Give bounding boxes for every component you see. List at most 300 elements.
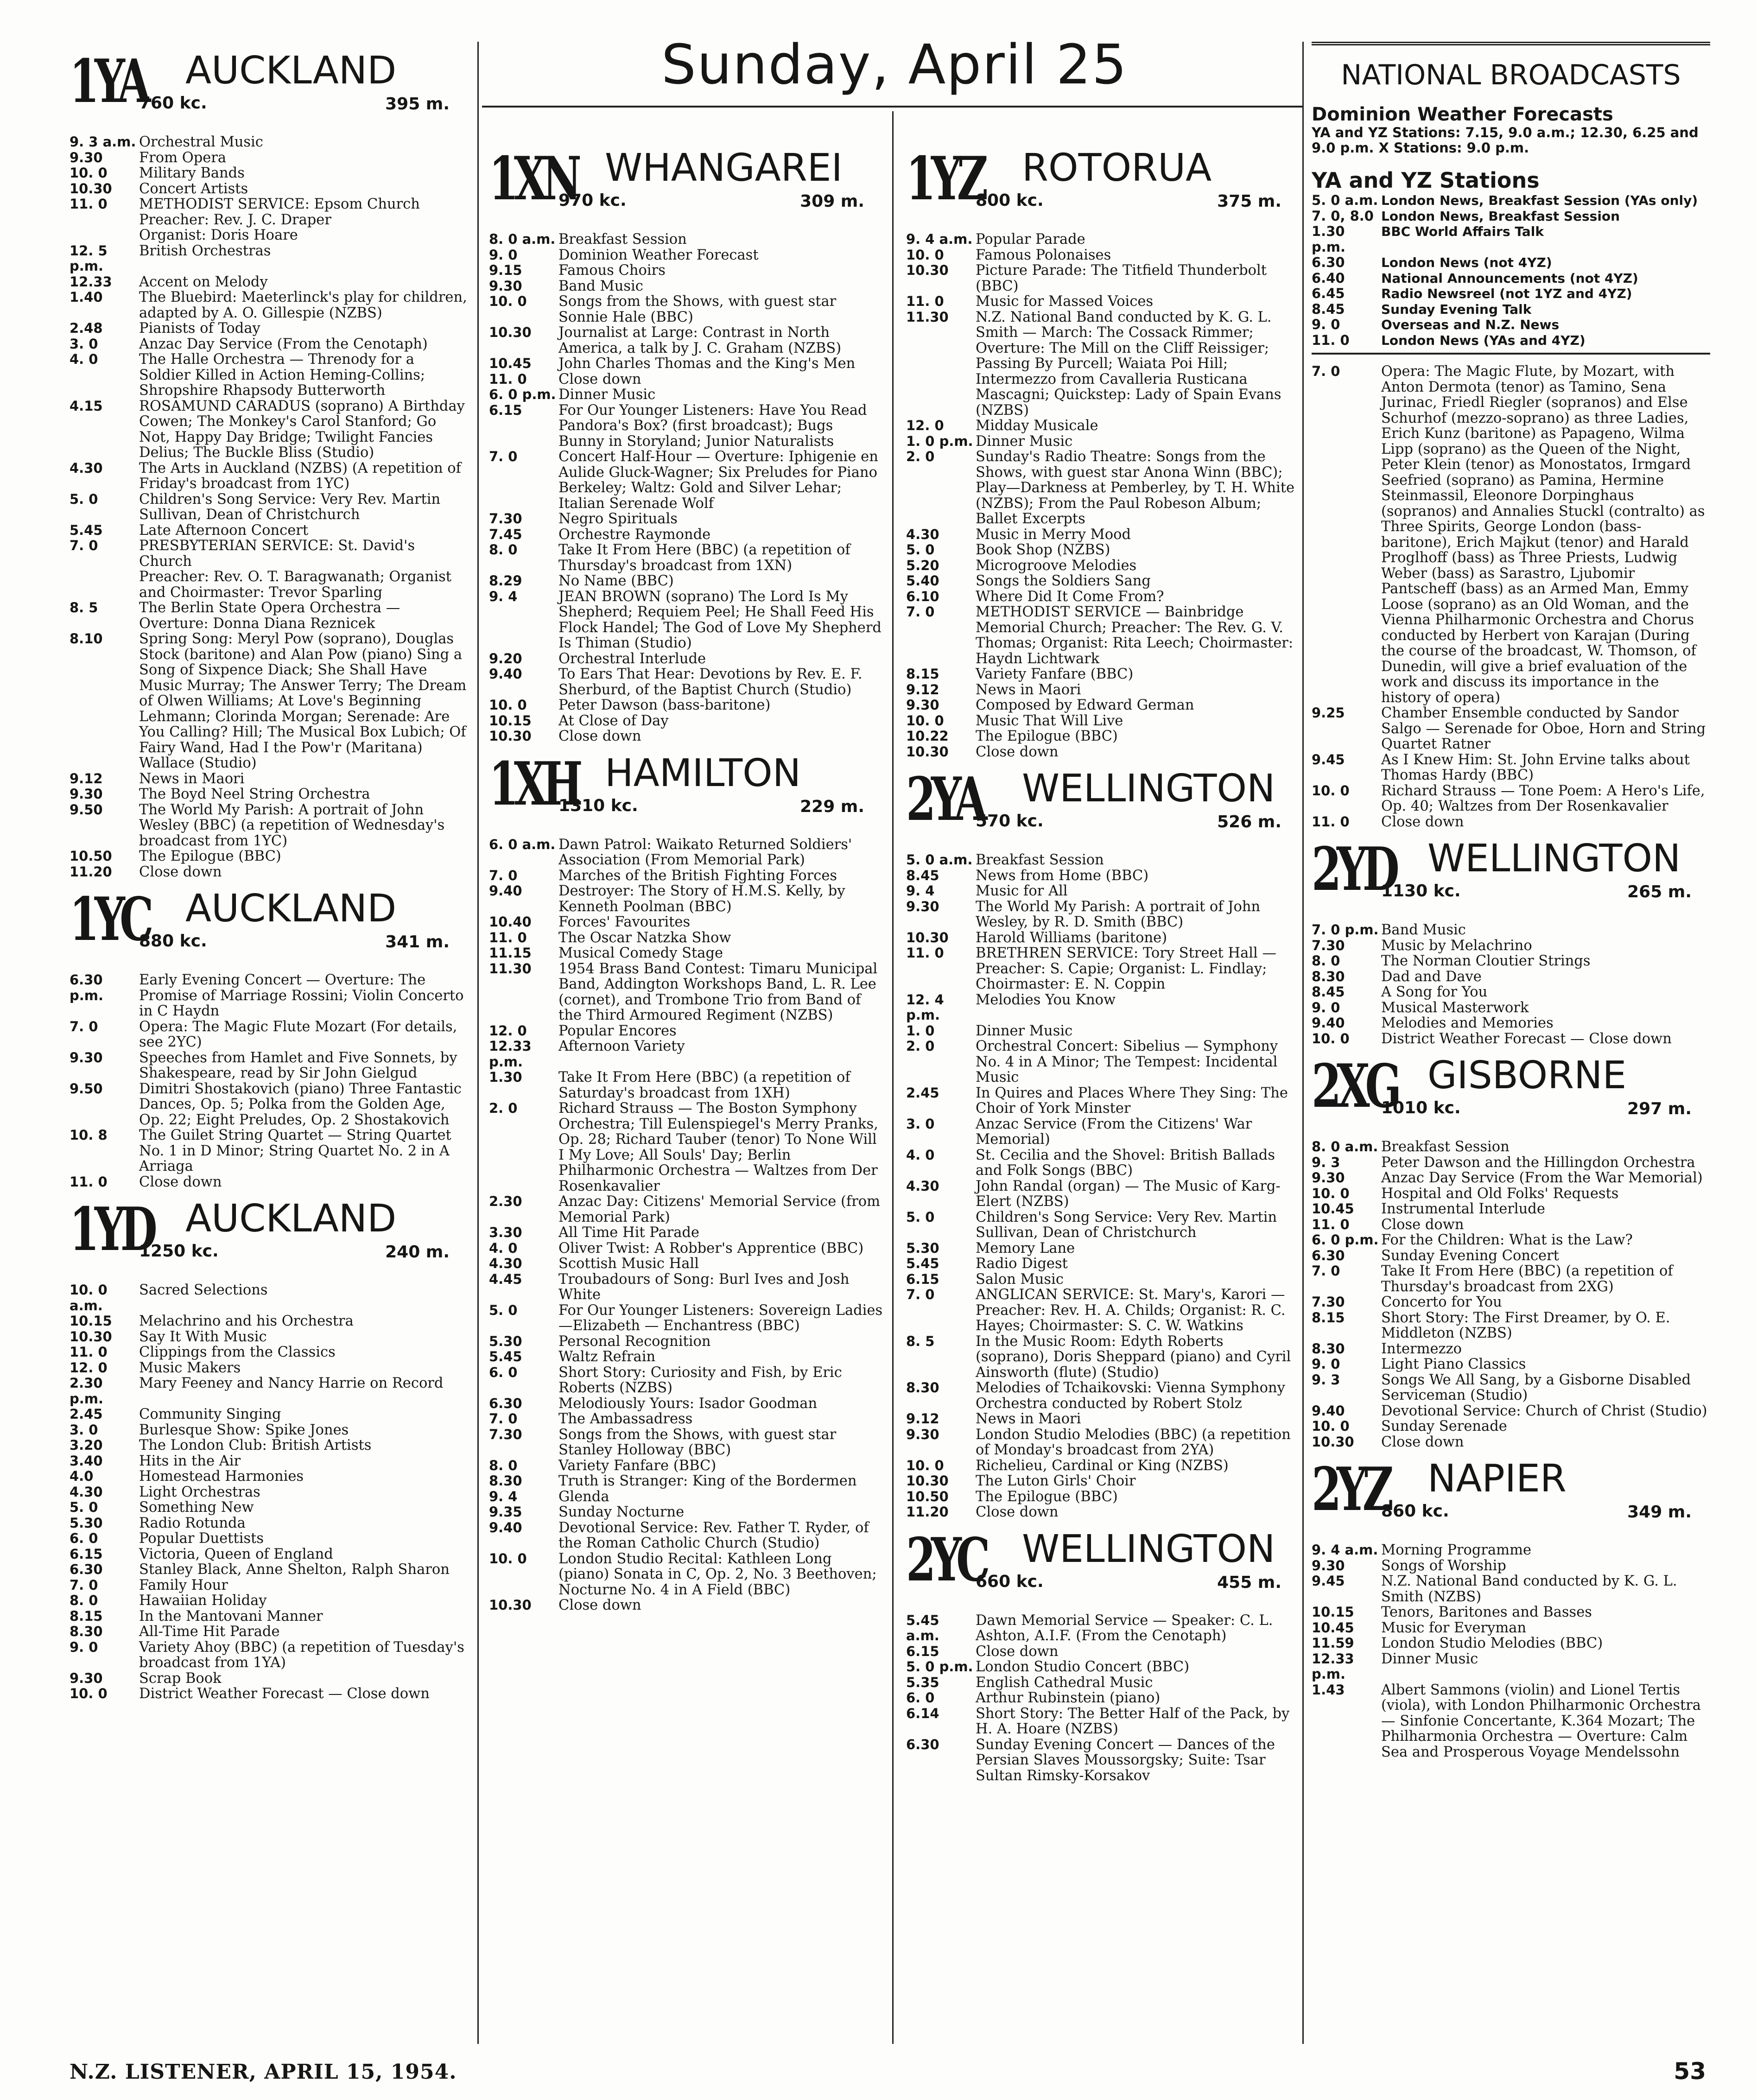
station-block xyxy=(906,1525,1300,1784)
programme-item xyxy=(1312,953,1710,969)
programme-item xyxy=(906,945,1300,992)
programme-time: 4. 0 xyxy=(70,351,98,367)
programme-item xyxy=(906,247,1300,263)
programme-description: Opera: The Magic Flute Mozart (For details, see 2YC) xyxy=(139,1018,457,1050)
programme-item xyxy=(489,868,883,884)
programme-description: British Orchestras xyxy=(139,242,271,259)
programme-time: 9.40 xyxy=(1312,1015,1345,1031)
programme-description: Sunday Nocturne xyxy=(558,1504,685,1520)
programme-time: 9.30 xyxy=(906,898,939,914)
programme-time: 10.15 xyxy=(70,1313,112,1329)
programme-description: The Epilogue (BBC) xyxy=(976,1488,1118,1505)
programme-time: 9. 0 xyxy=(1312,1356,1340,1372)
programme-time: 8.30 xyxy=(906,1380,939,1396)
programme-time: 8.15 xyxy=(1312,1309,1345,1326)
programme-item xyxy=(70,1485,468,1500)
weather-title: Dominion Weather Forecasts xyxy=(1312,104,1613,125)
programme-description: 1954 Brass Band Contest: Timaru Municipal Band, Addington Workshops Band, L. R. Lee (cornet), and Trombone Trio from Band of the Third Armoured Regiment (NZBS) xyxy=(558,960,878,1023)
programme-time: 12.33 xyxy=(70,273,112,290)
programme-item xyxy=(70,492,468,523)
programme-description: Where Did It Come From? xyxy=(976,588,1164,605)
programme-item xyxy=(1312,1248,1710,1264)
programme-item xyxy=(906,899,1300,930)
weather-text: YA and YZ Stations: 7.15, 9.0 a.m.; 12.30, 6.25 and 9.0 p.m. X Stations: 9.0 p.m. xyxy=(1312,125,1699,156)
programme-item xyxy=(70,1609,468,1624)
programme-time: 9.30 xyxy=(1312,1170,1345,1186)
programme-time: 9.15 xyxy=(489,262,522,278)
programme-description: Variety Ahoy (BBC) (a repetition of Tuesday's broadcast from 1YA) xyxy=(139,1639,464,1671)
programme-time: 1.40 xyxy=(70,289,103,305)
programme-description: Famous Polonaises xyxy=(976,247,1111,263)
programme-item xyxy=(1312,193,1710,209)
programme-item xyxy=(489,449,883,511)
programme-description: Arthur Rubinstein (piano) xyxy=(976,1690,1161,1706)
programme-item xyxy=(489,1256,883,1272)
station-call-sign: 2YA xyxy=(906,765,983,834)
programme-description: Sunday Serenade xyxy=(1381,1418,1507,1434)
programme-item xyxy=(1312,1434,1710,1450)
programme-description: Sacred Selections xyxy=(139,1282,268,1298)
programme-item xyxy=(1312,1000,1710,1016)
station-wavelength: 349 m. xyxy=(1627,1503,1692,1522)
programme-time: 10. 0 xyxy=(70,1686,108,1701)
programme-item xyxy=(70,1019,468,1050)
programme-time: 6.15 xyxy=(489,402,522,418)
programme-description: Close down xyxy=(1381,1434,1464,1450)
programme-time: 9.40 xyxy=(1312,1402,1345,1419)
programme-time: 5.45 xyxy=(70,522,103,538)
programme-time: 5.30 xyxy=(489,1333,522,1349)
programme-description: BBC World Affairs Talk xyxy=(1381,224,1544,239)
programme-description: Songs the Soldiers Sang xyxy=(976,573,1151,589)
programme-description: The World My Parish: A portrait of John Wesley, by R. D. Smith (BBC) xyxy=(976,898,1261,930)
programme-item xyxy=(906,1256,1300,1272)
programme-time: 11. 0 xyxy=(489,929,527,945)
programme-item xyxy=(489,1551,883,1598)
programme-item xyxy=(70,1593,468,1609)
programme-item xyxy=(489,247,883,263)
programme-time: 4.30 xyxy=(70,460,103,476)
programme-time: 5. 0 xyxy=(906,542,935,558)
programme-description: The Halle Orchestra — Threnody for a Soldier Killed in Action Heming-Collins; Shropshire Rhapsody Butterworth xyxy=(139,351,425,399)
station-city: AUCKLAND xyxy=(185,49,397,93)
programme-time: 9. 4 xyxy=(906,883,935,899)
programme-time: 7. 0 xyxy=(489,1411,518,1427)
programme-time: 5.45 a.m. xyxy=(906,1612,939,1643)
programme-description: Radio Newsreel (not 1YZ and 4YZ) xyxy=(1381,286,1632,301)
programme-time: 11.20 xyxy=(906,1504,949,1520)
programme-description: Children's Song Service: Very Rev. Martin Sullivan, Dean of Christchurch xyxy=(139,491,441,523)
programme-description: News from Home (BBC) xyxy=(976,867,1149,884)
programme-description: Band Music xyxy=(558,278,643,294)
programme-time: 6.30 xyxy=(906,1736,939,1752)
programme-time: 10.15 xyxy=(489,712,532,729)
programme-time: 9. 3 a.m. xyxy=(70,134,136,150)
programme-description: Afternoon Variety xyxy=(558,1038,685,1054)
programme-item xyxy=(906,666,1300,682)
programme-item xyxy=(489,1272,883,1303)
programme-item xyxy=(906,1737,1300,1784)
programme-item xyxy=(906,1039,1300,1085)
programme-item xyxy=(906,542,1300,558)
programme-time: 4.45 xyxy=(489,1271,522,1287)
programme-description: The Berlin State Opera Orchestra — Overture: Donna Diana Reznicek xyxy=(139,600,400,632)
programme-time: 9. 4 a.m. xyxy=(1312,1542,1378,1558)
programme-time: 9. 0 xyxy=(1312,999,1340,1015)
programme-time: 9.50 xyxy=(70,1080,103,1097)
programme-time: 8.45 xyxy=(1312,301,1345,317)
programme-description: Microgroove Melodies xyxy=(976,557,1137,574)
programme-time: 3. 0 xyxy=(70,336,98,352)
programme-time: 7.30 xyxy=(489,511,522,527)
station-header xyxy=(906,144,1300,223)
station-header xyxy=(906,1525,1300,1605)
programme-description: Band Music xyxy=(1381,922,1466,938)
programme-item xyxy=(489,232,883,247)
programme-time: 8.30 xyxy=(1312,968,1345,984)
programme-description: In the Music Room: Edyth Roberts (soprano), Doris Sheppard (piano) and Cyril Ainsworth (flute) (Studio) xyxy=(976,1333,1291,1381)
station-call-sign: 2YZ xyxy=(1312,1455,1389,1524)
programme-item xyxy=(70,1407,468,1422)
programme-item xyxy=(70,1174,468,1190)
programme-item xyxy=(70,1313,468,1329)
programme-description: Breakfast Session xyxy=(976,852,1104,868)
programme-item xyxy=(489,1458,883,1474)
programme-item xyxy=(1312,1015,1710,1031)
programme-description: Picture Parade: The Titfield Thunderbolt (BBC) xyxy=(976,262,1267,294)
programme-description: Something New xyxy=(139,1499,254,1516)
programme-description: Personal Recognition xyxy=(558,1333,711,1350)
programme-time: 9.40 xyxy=(489,666,522,682)
programme-item xyxy=(489,1023,883,1039)
programme-item xyxy=(70,523,468,539)
programme-time: 6. 0 p.m. xyxy=(1312,1232,1379,1248)
programme-time: 9. 0 xyxy=(489,247,518,263)
programme-item xyxy=(489,1070,883,1101)
programme-description: Peter Dawson and the Hillingdon Orchestra xyxy=(1381,1154,1695,1171)
programme-description: Dad and Dave xyxy=(1381,968,1482,985)
programme-time: 7.30 xyxy=(489,1426,522,1442)
programme-item xyxy=(489,527,883,543)
programme-item xyxy=(906,1427,1300,1458)
programme-time: 8.30 xyxy=(489,1473,522,1489)
programme-time: 10.15 xyxy=(1312,1604,1354,1620)
programme-item xyxy=(906,434,1300,450)
programme-item xyxy=(70,181,468,197)
programme-description: Richard Strauss — The Boston Symphony Orchestra; Till Eulenspiegel's Merry Pranks, Op. 28; Richard Tauber (tenor) To None Will I My Love; All Souls' Day; Berlin Philharmonic Orchestra — Waltzes from Der Rosenkavalier xyxy=(558,1100,878,1194)
programme-time: 7. 0 p.m. xyxy=(1312,922,1379,938)
programme-time: 10.30 xyxy=(906,1473,949,1489)
programme-time: 2. 0 xyxy=(906,449,935,464)
programme-item xyxy=(906,589,1300,605)
programme-time: 10.50 xyxy=(70,848,112,864)
station-frequency: 970 kc. xyxy=(558,191,627,210)
programme-description: Popular Parade xyxy=(976,231,1085,247)
programme-item xyxy=(906,1085,1300,1117)
programme-time: 4. 0 xyxy=(489,1240,518,1256)
programme-description: ANGLICAN SERVICE: St. Mary's, Karori — Preacher: Rev. H. A. Childs; Organist: R. C. Hayes; Choirmaster: S. C. W. Watkins xyxy=(976,1287,1286,1334)
programme-time: 8.15 xyxy=(906,666,939,682)
programme-item xyxy=(70,864,468,880)
programme-item xyxy=(70,165,468,181)
station-call-sign: 1XN xyxy=(489,144,577,214)
programme-description: Music for Everyman xyxy=(1381,1619,1527,1636)
programme-time: 5. 0 xyxy=(906,1209,935,1225)
ya-stations-list xyxy=(1312,193,1710,355)
station-call-sign: 1YD xyxy=(70,1195,153,1264)
programme-time: 8. 0 xyxy=(489,542,518,558)
programme-time: 6. 0 a.m. xyxy=(489,836,556,852)
programme-item xyxy=(1312,1201,1710,1217)
programme-time: 10. 0 xyxy=(70,165,108,181)
programme-time: 10.30 xyxy=(906,743,949,760)
programme-time: 6.30 xyxy=(70,1561,103,1577)
programme-time: 10.45 xyxy=(489,355,532,371)
programme-item xyxy=(1312,1636,1710,1651)
programme-item xyxy=(489,325,883,356)
programme-description: Dinner Music xyxy=(976,433,1073,450)
programme-item xyxy=(70,1640,468,1671)
programme-description: Negro Spirituals xyxy=(558,511,678,527)
programme-item xyxy=(1312,1542,1710,1558)
programme-description: Waltz Refrain xyxy=(558,1349,656,1365)
programme-time: 9.12 xyxy=(70,770,103,787)
programme-item xyxy=(906,1117,1300,1148)
programme-item xyxy=(906,1179,1300,1210)
station-city: AUCKLAND xyxy=(185,1197,397,1241)
programme-item xyxy=(1312,224,1710,255)
column-rule xyxy=(1302,42,1304,2044)
programme-item xyxy=(70,1624,468,1640)
programme-item xyxy=(489,1303,883,1334)
programme-description: Songs from the Shows, with guest star Stanley Holloway (BBC) xyxy=(558,1426,837,1458)
programme-description: Music That Will Live xyxy=(976,712,1123,729)
footer-publication: N.Z. LISTENER, APRIL 15, 1954. xyxy=(70,2060,457,2084)
programme-time: 9.50 xyxy=(70,801,103,818)
programme-item xyxy=(70,569,468,600)
programme-description: Pianists of Today xyxy=(139,320,260,336)
programme-description: Hits in the Air xyxy=(139,1453,241,1469)
programme-description: N.Z. National Band conducted by K. G. L. Smith (NZBS) xyxy=(1381,1573,1677,1605)
programme-time: 1.30 xyxy=(489,1069,522,1085)
programme-time: 10.30 xyxy=(70,1328,112,1345)
programme-time: 1. 0 p.m. xyxy=(906,433,973,449)
programme-time: 9. 3 xyxy=(1312,1154,1340,1170)
programme-item xyxy=(70,150,468,166)
programme-item xyxy=(1312,1341,1710,1357)
programme-description: London News (YAs and 4YZ) xyxy=(1381,332,1586,348)
programme-description: Close down xyxy=(976,1504,1059,1520)
programme-item xyxy=(906,232,1300,247)
programme-description: Take It From Here (BBC) (a repetition of Thursday's broadcast from 2XG) xyxy=(1381,1263,1673,1295)
programme-description: Breakfast Session xyxy=(1381,1139,1510,1155)
station-wavelength: 341 m. xyxy=(385,933,450,952)
programme-item xyxy=(489,698,883,713)
programme-time: 11. 0 xyxy=(70,1344,108,1360)
programme-time: 6.30 xyxy=(1312,1247,1345,1263)
programme-time: 1.43 xyxy=(1312,1681,1345,1698)
programme-description: Richelieu, Cardinal or King (NZBS) xyxy=(976,1457,1229,1474)
programme-description: Speeches from Hamlet and Five Sonnets, by Shakespeare, read by Sir John Gielgud xyxy=(139,1049,457,1081)
programme-time: 6.15 xyxy=(70,1546,103,1562)
programme-description: London Studio Melodies (BBC) (a repetition of Monday's broadcast from 2YA) xyxy=(976,1426,1291,1458)
programme-time: 9.30 xyxy=(1312,1557,1345,1573)
programme-item xyxy=(489,729,883,744)
programme-item xyxy=(906,1706,1300,1737)
station-header xyxy=(70,1195,468,1274)
programme-time: 5.30 xyxy=(70,1515,103,1531)
station-city: HAMILTON xyxy=(605,751,801,795)
station-header xyxy=(1312,1455,1710,1534)
programme-description: The Luton Girls' Choir xyxy=(976,1473,1136,1489)
programme-item xyxy=(1312,705,1710,752)
programme-time: 9.30 xyxy=(70,1670,103,1686)
programme-item xyxy=(489,387,883,403)
programme-item xyxy=(1312,1620,1710,1636)
programme-time: 11. 0 xyxy=(906,293,944,309)
programme-description: For Our Younger Listeners: Have You Read Pandora's Box? (first broadcast); Bugs Bunny in Storyland; Junior Naturalists xyxy=(558,402,867,450)
programme-item xyxy=(906,1644,1300,1660)
programme-time: 9. 4 xyxy=(489,1488,518,1504)
programme-time: 2.45 xyxy=(906,1085,939,1101)
programme-time xyxy=(70,569,139,600)
programme-item xyxy=(70,771,468,787)
programme-item xyxy=(1312,922,1710,938)
programme-description: Preacher: Rev. J. C. Draper xyxy=(139,211,331,228)
programme-item xyxy=(906,852,1300,868)
station-frequency: 1130 kc. xyxy=(1381,882,1461,901)
programme-time: 10. 0 xyxy=(489,293,527,309)
programme-item xyxy=(70,243,468,274)
programme-description: Intermezzo xyxy=(1381,1340,1462,1357)
programme-item xyxy=(1312,1682,1710,1760)
programme-item xyxy=(489,1520,883,1551)
programme-item xyxy=(906,558,1300,574)
programme-item xyxy=(489,1365,883,1396)
programme-time: 6. 0 p.m. xyxy=(489,387,556,402)
programme-time: 9.30 xyxy=(70,1049,103,1066)
programme-description: Dinner Music xyxy=(976,1022,1073,1039)
programme-item xyxy=(489,1504,883,1520)
programme-time: 8. 0 xyxy=(489,1457,518,1473)
programme-description: To Ears That Hear: Devotions by Rev. E. F. Sherburd, of the Baptist Church (Studio) xyxy=(558,666,863,698)
programme-description: Radio Digest xyxy=(976,1256,1068,1272)
programme-time: 11. 0 xyxy=(1312,813,1350,830)
programme-description: All-Time Hit Parade xyxy=(139,1624,280,1640)
programme-description: Victoria, Queen of England xyxy=(139,1546,333,1562)
programme-time xyxy=(70,228,139,243)
programme-time: 9.20 xyxy=(489,650,522,666)
programme-time: 8. 0 xyxy=(70,1592,98,1608)
programme-description: Orchestral Interlude xyxy=(558,650,706,667)
programme-time: 9.30 xyxy=(70,786,103,802)
programme-description: Salon Music xyxy=(976,1271,1064,1288)
programme-description: METHODIST SERVICE — Bainbridge Memorial Church; Preacher: The Rev. G. V. Thomas; Organist: Rita Leech; Choirmaster: Haydn Lichtwark xyxy=(976,604,1294,667)
programme-item xyxy=(489,372,883,387)
programme-description: Close down xyxy=(558,728,641,744)
programme-time: 2.30 p.m. xyxy=(70,1375,104,1407)
programme-description: Close down xyxy=(976,743,1059,760)
programme-item xyxy=(1312,1558,1710,1574)
programme-item xyxy=(1312,1186,1710,1202)
programme-time: 12. 0 xyxy=(906,418,944,433)
programme-time: 6.30 xyxy=(1312,254,1345,270)
programme-item xyxy=(70,274,468,290)
programme-item xyxy=(906,263,1300,294)
programme-time: 8.45 xyxy=(906,867,939,883)
programme-time: 10. 8 xyxy=(70,1127,108,1143)
programme-time: 5. 0 a.m. xyxy=(1312,192,1378,208)
station-block xyxy=(70,47,468,880)
programme-time: 11. 0 xyxy=(70,196,108,212)
programme-description: Scottish Music Hall xyxy=(558,1256,699,1272)
programme-time: 8.30 xyxy=(70,1624,103,1639)
programme-time: 4. 0 xyxy=(906,1147,935,1163)
station-city: NAPIER xyxy=(1427,1457,1567,1501)
programme-description: Songs from the Shows, with guest star Sonnie Hale (BBC) xyxy=(558,293,837,325)
programme-description: For Our Younger Listeners: Sovereign Ladies—Elizabeth — Enchantress (BBC) xyxy=(558,1302,883,1334)
programme-item xyxy=(489,589,883,651)
programme-description: Melachrino and his Orchestra xyxy=(139,1313,354,1329)
programme-time: 4.30 xyxy=(906,1178,939,1194)
station-city: ROTORUA xyxy=(1022,146,1212,190)
programme-item xyxy=(489,713,883,729)
programme-item xyxy=(906,1613,1300,1644)
station-frequency: 570 kc. xyxy=(976,812,1044,831)
programme-time: 2.48 xyxy=(70,320,103,336)
programme-time: 12. 5 p.m. xyxy=(70,242,108,274)
programme-time: 5. 0 a.m. xyxy=(906,852,973,868)
programme-description: Memory Lane xyxy=(976,1240,1075,1256)
programme-item xyxy=(906,294,1300,310)
station-city: WHANGAREI xyxy=(605,146,843,190)
programme-time: 10. 0 xyxy=(1312,782,1350,799)
programme-time: 9.30 xyxy=(906,1426,939,1442)
programme-time: 10.30 xyxy=(1312,1434,1354,1450)
programme-item xyxy=(906,682,1300,698)
programme-item xyxy=(489,356,883,372)
station-wavelength: 297 m. xyxy=(1627,1099,1692,1118)
programme-item xyxy=(70,802,468,849)
programme-description: Anzac Service (From the Citizens' War Memorial) xyxy=(976,1116,1252,1148)
programme-description: Popular Encores xyxy=(558,1022,677,1039)
programme-item xyxy=(906,1287,1300,1334)
programme-description: Music for Massed Voices xyxy=(976,293,1154,310)
programme-description: Close down xyxy=(1381,1216,1464,1233)
programme-item xyxy=(70,1531,468,1547)
programme-time: 10. 0 xyxy=(906,247,944,263)
station-frequency: 1250 kc. xyxy=(139,1242,219,1261)
programme-item xyxy=(1312,1403,1710,1419)
programme-description: Sunday Evening Concert — Dances of the Persian Slaves Moussorgsky; Suite: Tsar Sultan Rimsky-Korsakov xyxy=(976,1736,1275,1784)
programme-item xyxy=(906,713,1300,729)
station-block xyxy=(70,1195,468,1702)
programme-time: 2. 0 xyxy=(906,1038,935,1054)
ya-stations-title: YA and YZ Stations xyxy=(1312,168,1540,193)
programme-description: In the Mantovani Manner xyxy=(139,1608,323,1624)
programme-time: 6.14 xyxy=(906,1705,939,1721)
programme-item xyxy=(70,1329,468,1345)
programme-item xyxy=(1312,333,1710,349)
programme-item xyxy=(1312,271,1710,286)
programme-time: 11.30 xyxy=(489,960,532,977)
station-city: AUCKLAND xyxy=(185,887,397,931)
programme-description: District Weather Forecast — Close down xyxy=(1381,1030,1672,1047)
programme-item xyxy=(906,527,1300,543)
programme-description: Close down xyxy=(1381,813,1464,830)
programme-description: No Name (BBC) xyxy=(558,573,674,589)
programme-time: 6.40 xyxy=(1312,270,1345,286)
